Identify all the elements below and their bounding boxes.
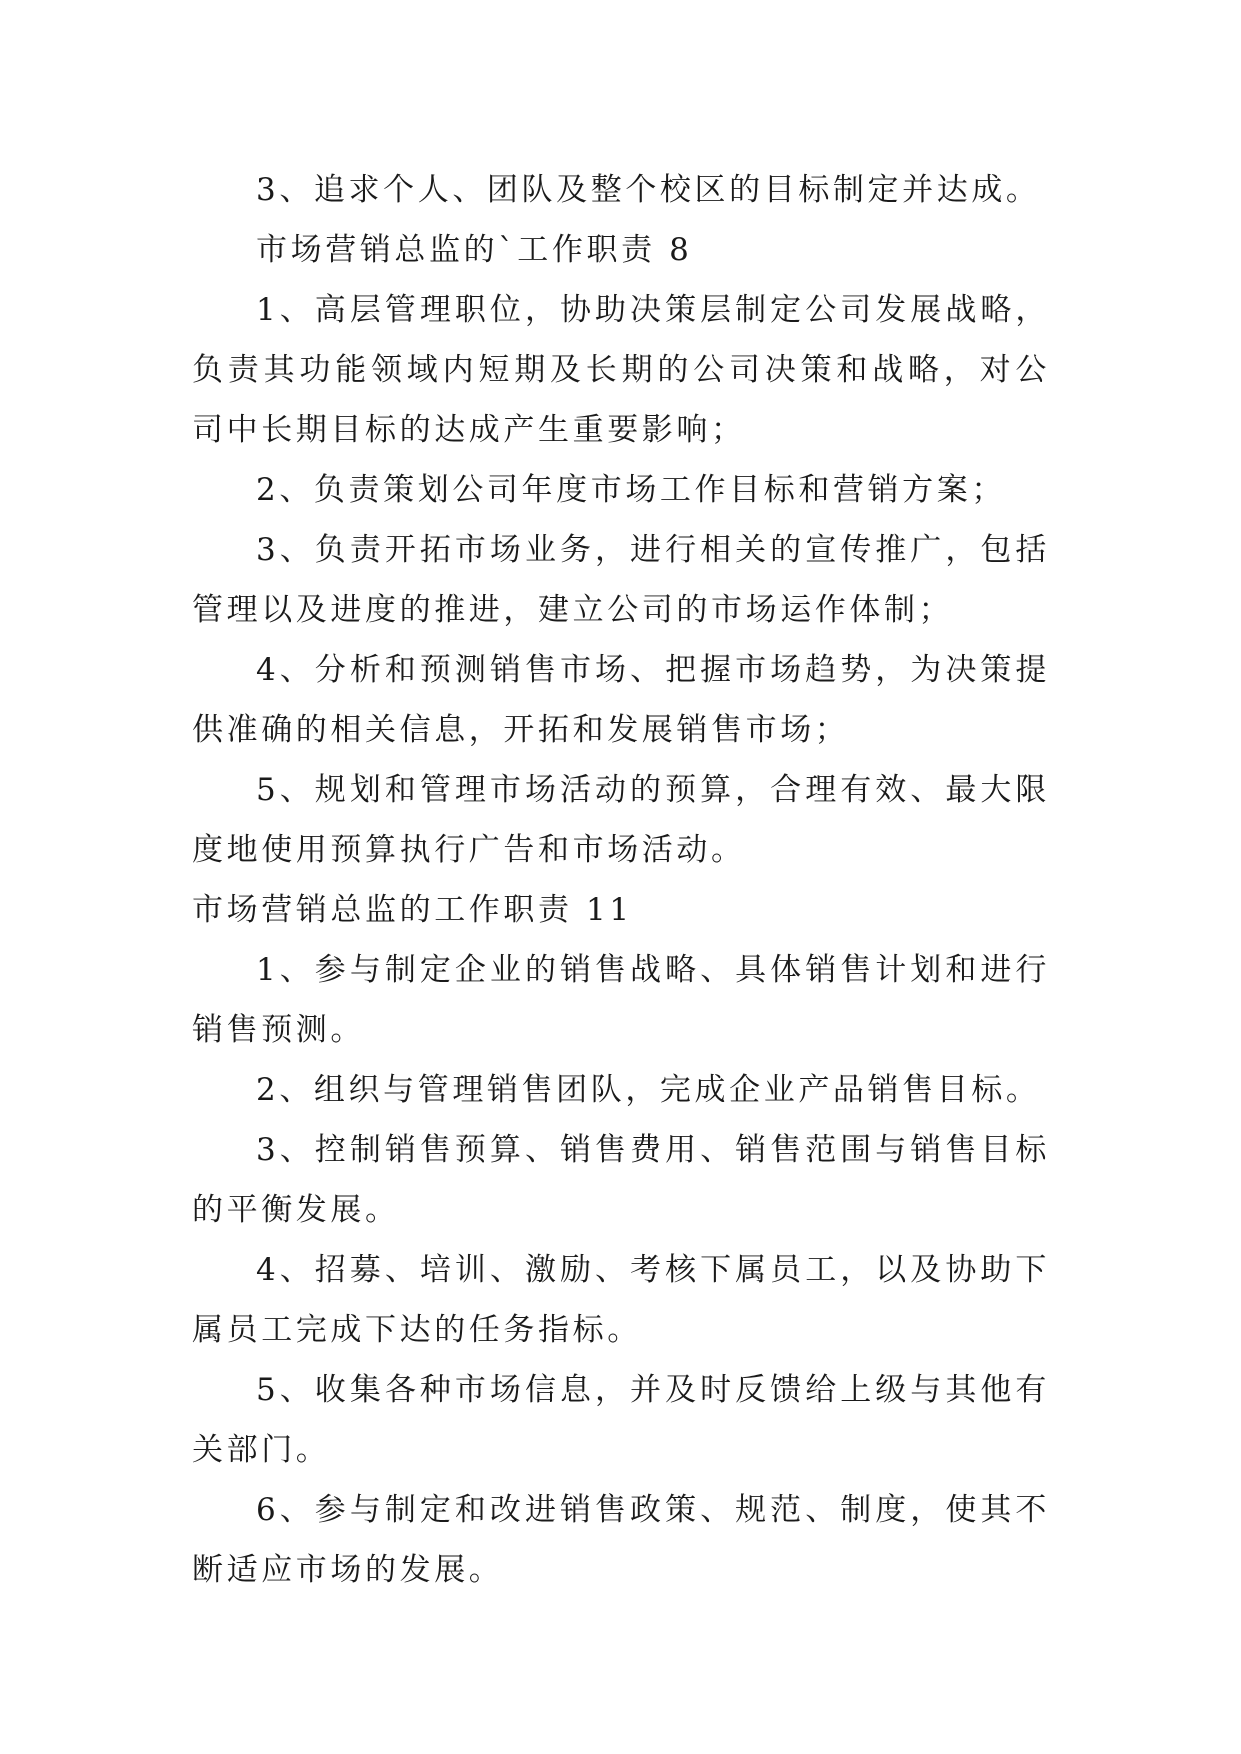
paragraph-goal-achievement: 3、追求个人、团队及整个校区的目标制定并达成。 [256, 172, 1041, 208]
paragraph-item-6: 6、参与制定和改进销售政策、规范、制度，使其不断适应市场的发展。 [192, 1492, 1050, 1588]
paragraph-item-2: 2、负责策划公司年度市场工作目标和营销方案； [256, 472, 1006, 508]
section-heading-11: 市场营销总监的工作职责 11 [192, 892, 633, 928]
paragraph-item-3: 3、控制销售预算、销售费用、销售范围与销售目标的平衡发展。 [192, 1132, 1050, 1228]
paragraph-item-1: 1、参与制定企业的销售战略、具体销售计划和进行销售预测。 [192, 952, 1050, 1048]
document-body [192, 160, 1050, 1600]
paragraph-item-5: 5、收集各种市场信息，并及时反馈给上级与其他有关部门。 [192, 1372, 1050, 1468]
paragraph-item-5: 5、规划和管理市场活动的预算，合理有效、最大限度地使用预算执行广告和市场活动。 [192, 772, 1050, 868]
paragraph-item-4: 4、招募、培训、激励、考核下属员工，以及协助下属员工完成下达的任务指标。 [192, 1252, 1050, 1348]
paragraph-item-3: 3、负责开拓市场业务，进行相关的宣传推广，包括管理以及进度的推进，建立公司的市场运作体制； [192, 532, 1050, 628]
paragraph-item-1: 1、高层管理职位，协助决策层制定公司发展战略，负责其功能领域内短期及长期的公司决策和战略，对公司中长期目标的达成产生重要影响； [192, 292, 1050, 448]
section-heading-8: 市场营销总监的`工作职责 8 [256, 232, 693, 268]
paragraph-item-4: 4、分析和预测销售市场、把握市场趋势，为决策提供准确的相关信息，开拓和发展销售市场； [192, 652, 1050, 748]
paragraph-item-2: 2、组织与管理销售团队，完成企业产品销售目标。 [256, 1072, 1041, 1108]
